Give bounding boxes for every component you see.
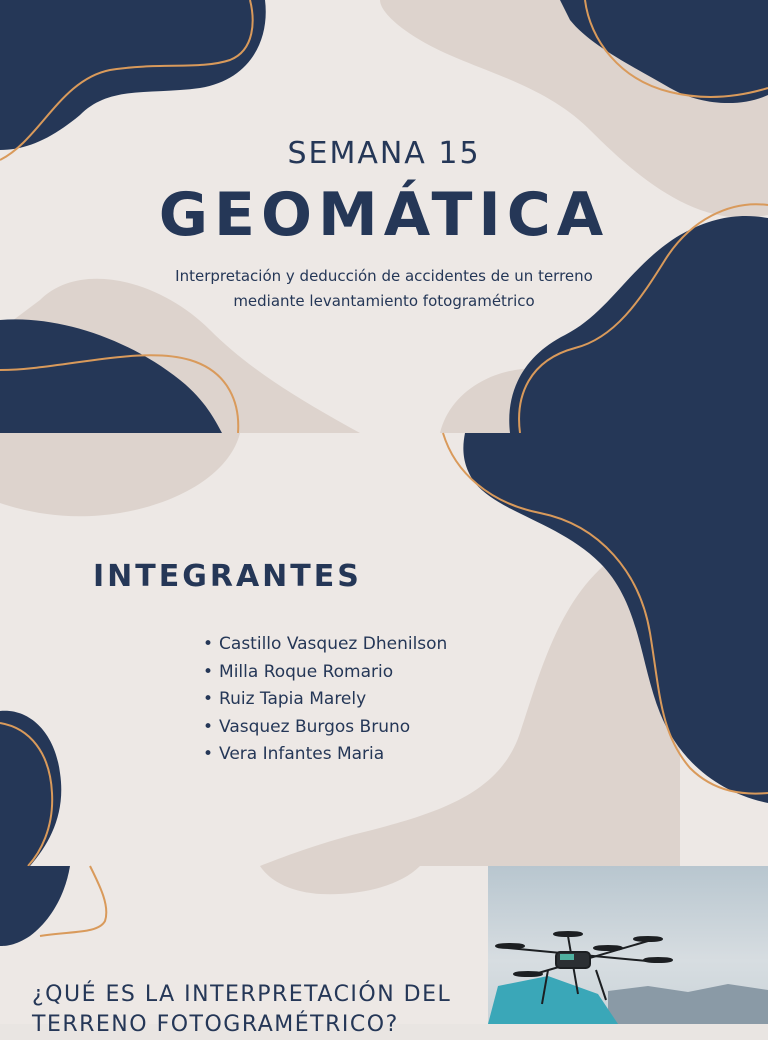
subtitle-line-2: mediante levantamiento fotogramétrico <box>233 292 535 310</box>
rotor <box>644 958 672 962</box>
rotor <box>514 972 542 976</box>
question-heading <box>32 980 482 1040</box>
list-item: • Milla Roque Romario <box>203 659 447 687</box>
drone-photo <box>488 866 768 1024</box>
question-slide <box>0 866 768 1037</box>
rotor <box>496 944 524 948</box>
beige-blob-top-left <box>0 433 240 516</box>
beige-blob-top <box>260 866 420 894</box>
question-line-1: ¿QUÉ ES LA INTERPRETACIÓN DEL <box>32 982 452 1007</box>
members-list <box>203 631 447 769</box>
title-slide <box>0 0 768 433</box>
subtitle <box>134 264 634 314</box>
list-item: • Vera Infantes Maria <box>203 741 447 769</box>
rotor <box>634 937 662 941</box>
navy-blob-top-left <box>0 0 266 150</box>
drone-module <box>560 954 574 960</box>
question-line-2: TERRENO FOTOGRAMÉTRICO? <box>32 1012 399 1037</box>
members-slide <box>0 433 768 866</box>
page-title: GEOMÁTICA <box>158 180 610 250</box>
list-item: • Castillo Vasquez Dhenilson <box>203 631 447 659</box>
section-heading: INTEGRANTES <box>93 559 362 594</box>
subtitle-line-1: Interpretación y deducción de accidentes de un terreno <box>175 267 593 285</box>
week-label: SEMANA 15 <box>287 136 481 171</box>
rotor <box>554 932 582 936</box>
list-item: • Vasquez Burgos Bruno <box>203 714 447 742</box>
list-item: • Ruiz Tapia Marely <box>203 686 447 714</box>
rotor <box>594 946 622 950</box>
